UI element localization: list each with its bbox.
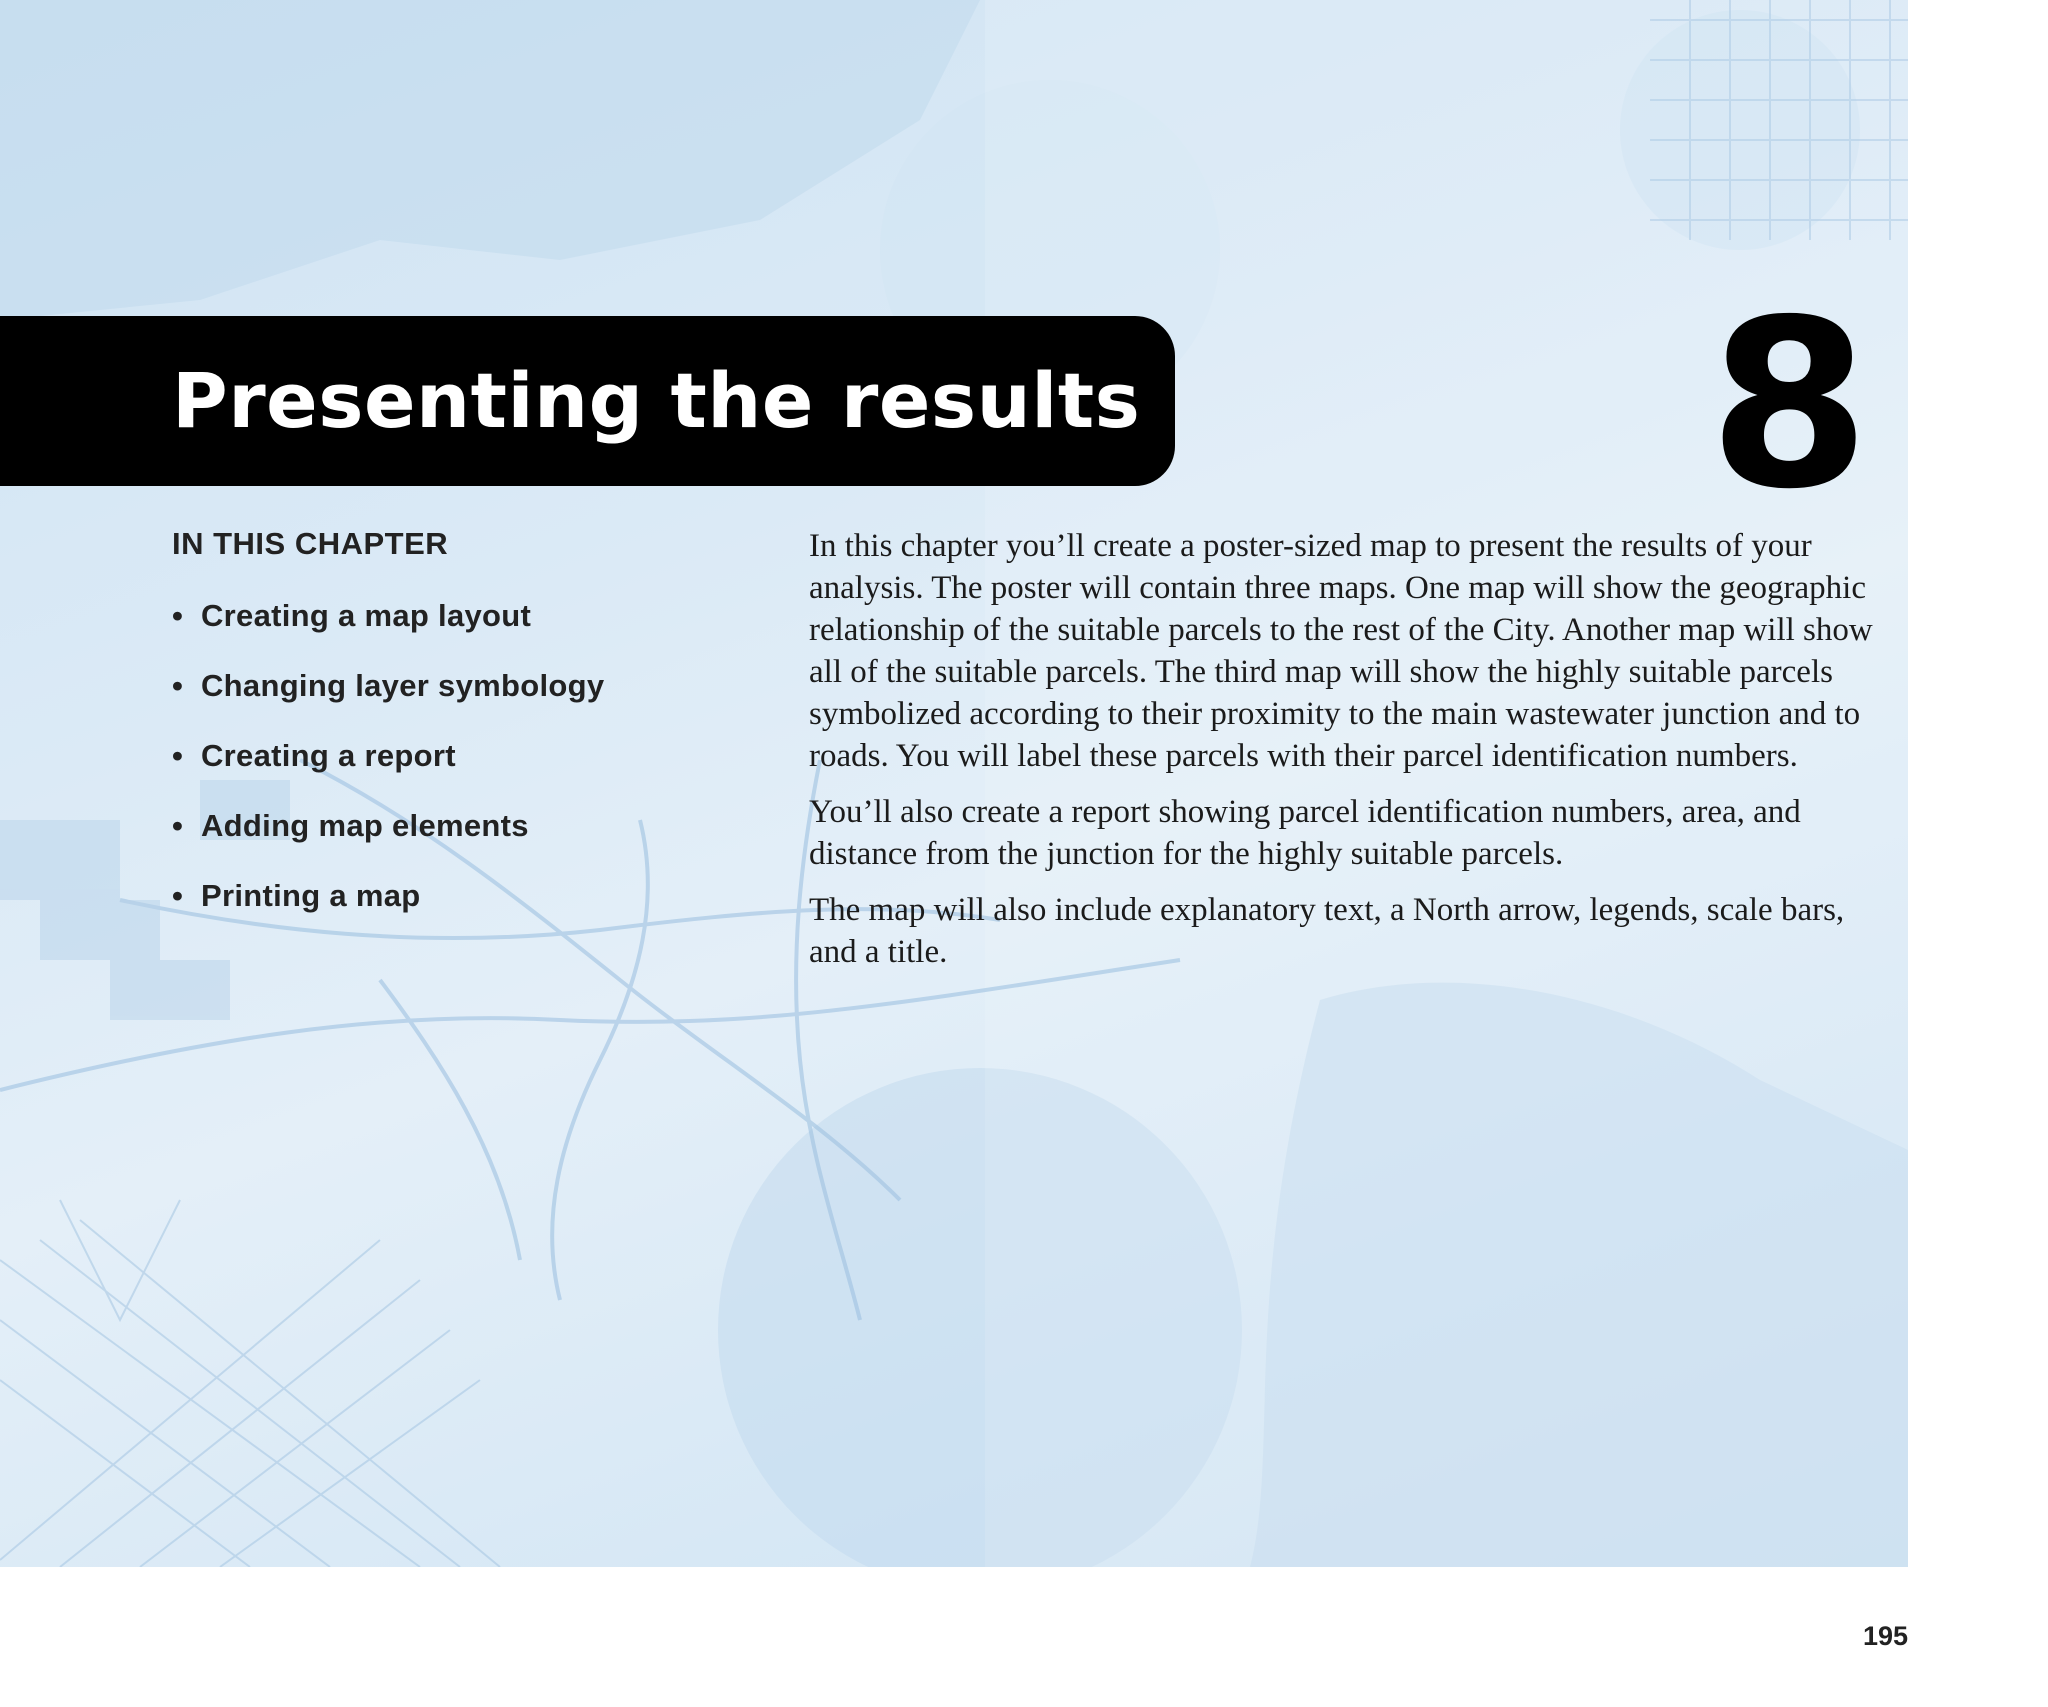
list-item-label: Creating a map layout	[201, 598, 532, 633]
bullet: •	[172, 668, 184, 703]
chapter-title: Presenting the results	[172, 356, 1141, 445]
in-this-chapter-heading: IN THIS CHAPTER	[172, 526, 449, 561]
bullet: •	[172, 738, 184, 773]
page-number: 195	[1862, 1621, 1908, 1651]
list-item	[172, 738, 604, 808]
list-item	[172, 668, 604, 738]
bullet: •	[172, 598, 184, 633]
chapter-introduction	[809, 525, 1889, 987]
list-item	[172, 878, 604, 948]
bullet: •	[172, 808, 184, 843]
bullet: •	[172, 878, 184, 913]
intro-paragraph: You’ll also create a report showing parcel identification numbers, area, and distance from the junction for the highly suitable parcels.	[809, 794, 1801, 872]
list-item-label: Creating a report	[201, 738, 456, 773]
list-item	[172, 808, 604, 878]
chapter-topics-list	[172, 598, 604, 948]
list-item	[172, 598, 604, 668]
intro-paragraph: The map will also include explanatory text, a North arrow, legends, scale bars, and a title.	[809, 892, 1845, 970]
list-item-label: Changing layer symbology	[201, 668, 605, 703]
intro-paragraph: In this chapter you’ll create a poster-sized map to present the results of your analysis. The poster will contain three maps. One map will show the geographic relationship of the suitable parcels to the rest of the City. Another map will show all of the suitable parcels. The third map will show the highly suitable parcels symbolized according to their proximity to the main wastewater junction and to roads. You will label these parcels with their parcel identification numbers.	[809, 528, 1873, 774]
list-item-label: Adding map elements	[201, 808, 529, 843]
list-item-label: Printing a map	[201, 878, 421, 913]
chapter-number: 8	[1708, 270, 1870, 540]
